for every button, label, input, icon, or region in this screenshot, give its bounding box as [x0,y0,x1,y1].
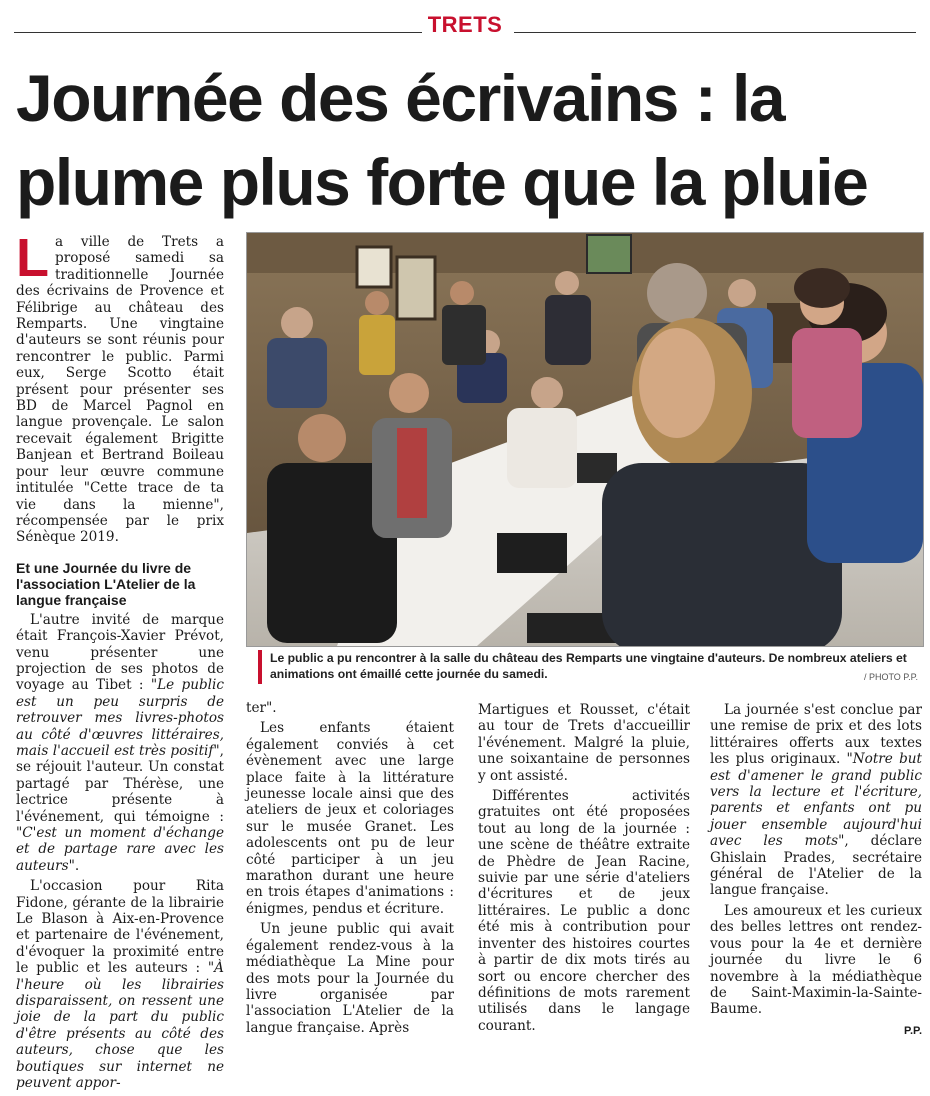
quote-fidone: À l'heure où les librairies disparaissent, on ressent une joie de la part du public d'être présents au côté des auteurs, chose que les boutiques sur internet ne peuvent appor- [16,960,224,1092]
article-column-1 [16,228,224,1096]
event-photo [246,232,924,647]
paragraph-next-event: Les amoureux et les curieux des belles lettres ont rendez-vous pour la 4e et dernière journée du livre le 6 novembre à la médiathèque de Saint-Maximin-la-Sainte-Baume. [710,902,922,1018]
paragraph-prizes: La journée s'est conclue par une remise de prix et des lots littéraires offerts aux textes les plus originaux. "Notre but est d'amener le grand public vers la lecture et l'écriture, parents et enfants ont pu jouer ensemble aujourd'hui avec les mots", déclare Ghislain Prades, secrétaire général de l'Atelier de la langue française. [710,702,922,899]
paragraph-fidone: L'occasion pour Rita Fidone, gérante de la librairie Le Blason à Aix-en-Provence et partenaire de l'événement, d'évoquer la proximité entre le public et les auteurs : "À l'heure où les librairies disparaissent, on ressent une joie de la part du public d'être présents au côté des auteurs, chose que les boutiques sur internet ne peuvent appor- [16,878,224,1092]
subheading: Et une Journée du livre de l'association L'Atelier de la langue française [16,559,196,608]
quote-therese: C'est un moment d'échange et de partage rare avec les auteurs [16,825,224,874]
paragraph-children: Les enfants étaient également conviés à cet évènement avec une large place faite à la littérature jeunesse locale ainsi que des ateliers de jeux et coloriages sur le musée Granet. Les adolescents ont pu de leur côté participer à un jeu marathon durant une heure en trois étapes d'animations : énigmes, pendus et écriture. [246,720,454,917]
caption-accent-bar [258,650,262,684]
intro-text: a ville de Trets a proposé samedi sa traditionnelle Journée des écrivains de Provence et Félibrige au château des Remparts. Une vingtaine d'auteurs se sont réunis pour rencontrer le public. Parmi eux, Serge Scotto était présent pour présenter ses BD de Marcel Pagnol en langue provençale. Le salon recevait également Brigitte Banjean et Bertrand Boileau pour leur œuvre commune intitulée "Cette trace de ta vie dans la mienne", récompensée par le prix Sénèque 2019. [16,234,224,546]
article-column-4 [710,702,922,1043]
photo-credit: / PHOTO P.P. [863,672,918,682]
quote-prevot: Le public est un peu surpris de retrouver mes livres-photos au côté d'œuvres littéraires, mais l'accueil est très positif [16,677,224,759]
paragraph-rain: Martigues et Rousset, c'était au tour de Trets d'accueillir l'événement. Malgré la pluie, une soixantaine de personnes y ont assisté. [478,702,690,784]
photo-caption: Le public a pu rencontrer à la salle du château des Remparts une vingtaine d'auteurs. De nombreux ateliers et animations ont émaillé cette journée du samedi. [270,651,907,681]
article-column-2 [246,700,454,1040]
drop-cap: L [16,228,49,288]
paragraph-activities: Différentes activités gratuites ont été proposées tout au long de la journée : une scène de théâtre extraite de Phèdre de Jean Racine, suivie par une série d'ateliers d'écritures et de jeux littéraires. Le public a donc été mis à contribution pour inventer des histoires courtes à partir de dix mots tirés au sort ou encore chercher des définitions de mots rarement utilisés dans le langage courant. [478,788,690,1034]
quote-prades: Notre but est d'amener le grand public vers la lecture et l'écriture, parents et enfants ont pu jouer ensemble aujourd'hui avec les mots [710,751,922,850]
paragraph-young-public: Un jeune public qui avait également rendez-vous à la médiathèque La Mine pour des mots pour la Journée du livre organisée par l'association L'Atelier de la langue française. Après [246,921,454,1036]
section-kicker: TRETS [427,12,503,37]
paragraph-continued: ter". [246,700,277,716]
headline: Journée des écrivains : la plume plus forte que la pluie [16,61,868,219]
article-column-3 [478,702,690,1038]
event-photo-illustration [247,233,923,646]
paragraph-prevot: L'autre invité de marque était François-Xavier Prévot, venu présenter une projection de ses photos de voyage au Tibet : "Le public est un peu surpris de retrouver mes livres-photos au côté d'œuvres littéraires, mais l'accueil est très positif", se réjouit l'auteur. Un constat partagé par Thérèse, une lectrice présente à l'événement, qui témoigne : "C'est un moment d'échange et de partage rare avec les auteurs". [16,611,224,874]
author-signature: P.P. [904,1024,922,1037]
